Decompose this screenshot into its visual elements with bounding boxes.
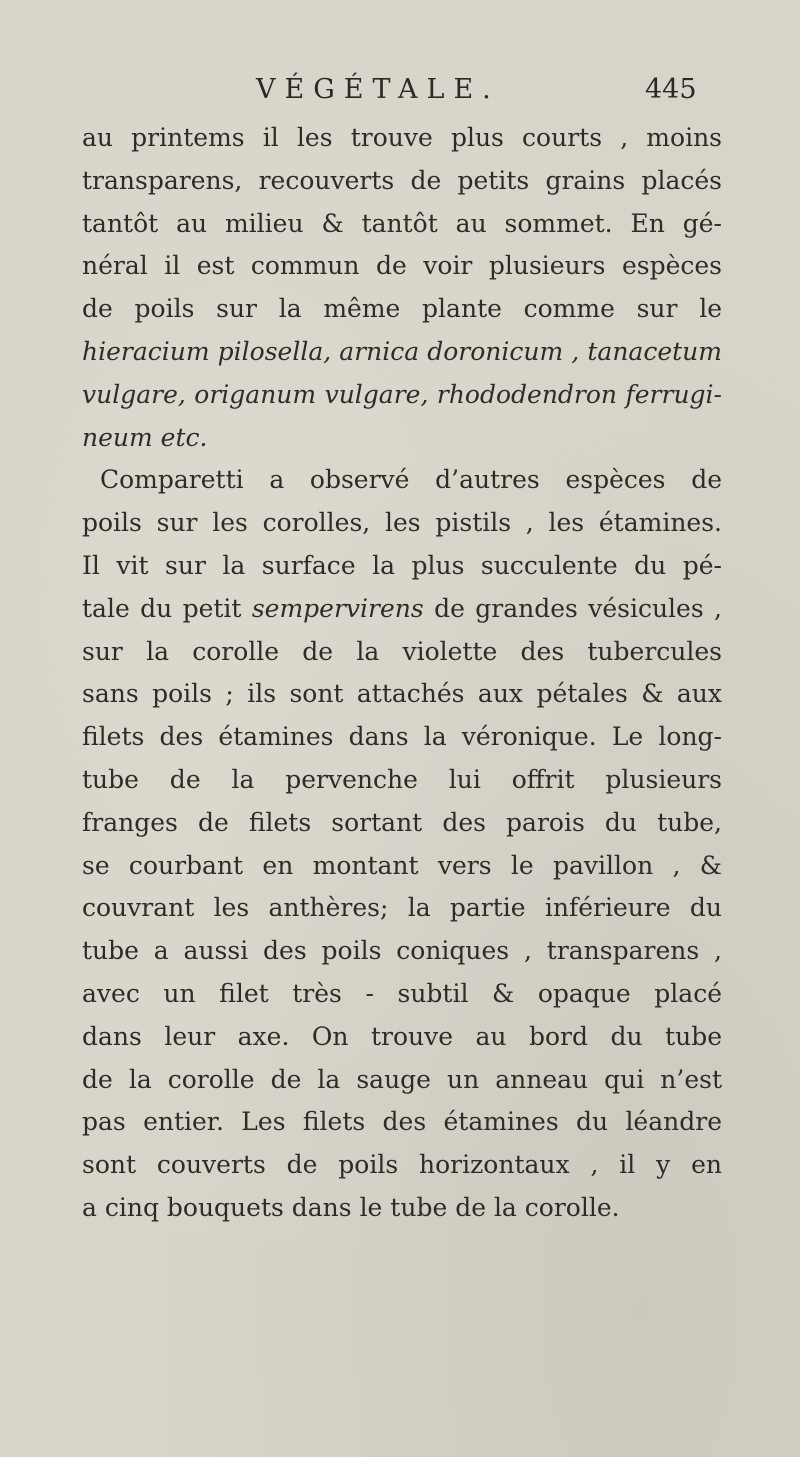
text-line: transparens, recouverts de petits grains placés [82, 165, 722, 195]
text-line: Il vit sur la surface la plus succulente du pé- [82, 550, 722, 580]
text-line: tube a aussi des poils coniques , transparens , [82, 936, 722, 966]
text-line: tube de la pervenche lui offrit plusieurs [82, 764, 722, 794]
text-line: a cinq bouquets dans le tube de la corolle. [82, 1192, 620, 1222]
text-line: dans leur axe. On trouve au bord du tube [82, 1021, 722, 1051]
text-line: filets des étamines dans la véronique. Le long- [82, 722, 722, 752]
text-line: néral il est commun de voir plusieurs espèces [82, 251, 722, 281]
text-line: Comparetti a observé d’autres espèces de [100, 465, 722, 495]
text-line: se courbant en montant vers le pavillon , & [82, 850, 722, 880]
text-line: tale du petit sempervirens de grandes vésicules , [82, 593, 722, 623]
text-line: poils sur les corolles, les pistils , les étamines. [82, 508, 722, 538]
page-number: 445 [645, 74, 697, 105]
text-line: couvrant les anthères; la partie inférieure du [82, 893, 722, 923]
text-line: de la corolle de la sauge un anneau qui n’est [82, 1064, 722, 1094]
text-line: sur la corolle de la violette des tubercules [82, 636, 722, 666]
page-header [0, 74, 800, 114]
text-line: neum etc. [82, 422, 208, 452]
text-line: sont couverts de poils horizontaux , il y en [82, 1150, 722, 1180]
text-line: franges de filets sortant des parois du tube, [82, 807, 722, 837]
text-line: hieracium pilosella, arnica doronicum , tanacetum [82, 336, 722, 366]
text-line: vulgare, origanum vulgare, rhododendron ferrugi- [82, 379, 722, 409]
text-line: pas entier. Les filets des étamines du léandre [82, 1107, 722, 1137]
text-line: sans poils ; ils sont attachés aux pétales & aux [82, 679, 722, 709]
text-line: au printems il les trouve plus courts , moins [82, 123, 722, 152]
body-text [82, 117, 722, 1230]
text-line: de poils sur la même plante comme sur le [82, 294, 722, 324]
text-line: tantôt au milieu & tantôt au sommet. En gé- [82, 208, 722, 238]
text-line: avec un filet très - subtil & opaque placé [82, 978, 722, 1008]
running-head: VÉGÉTALE. [256, 74, 500, 105]
